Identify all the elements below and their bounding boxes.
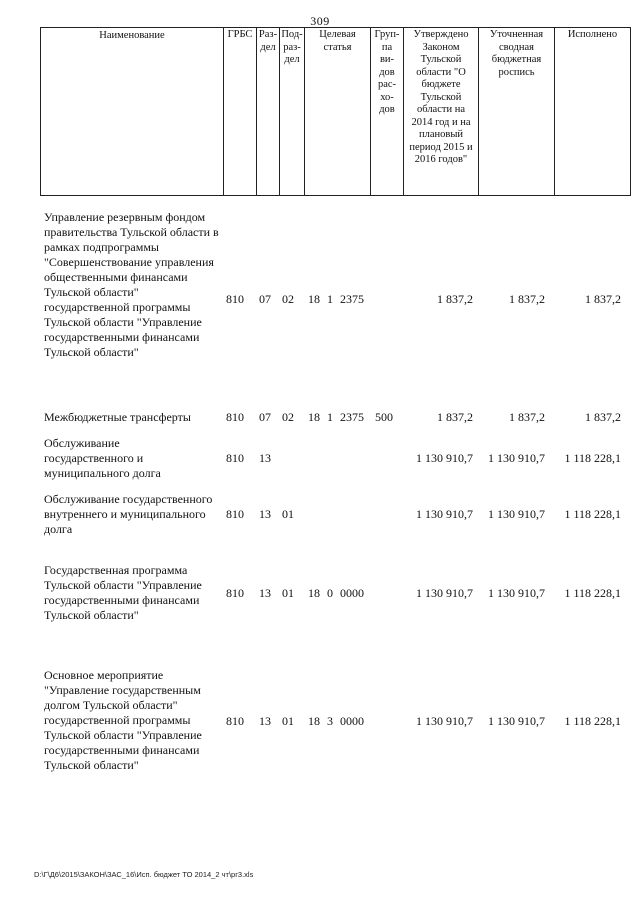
row-executed: 1 837,2	[585, 292, 621, 306]
row-razdel: 13	[259, 507, 271, 521]
row-name: Основное мероприятие "Управление государственным долгом Тульской области" государственной программы Тульской области "Управление государственными финансами Тульской области"	[44, 668, 202, 772]
row-name: Обслуживание государственного и муниципального долга	[44, 436, 161, 480]
row-grbs: 810	[226, 451, 244, 465]
row-code: 2375	[340, 410, 364, 424]
header-celevaya-statya: Целевая статья	[305, 28, 371, 196]
row-grbs: 810	[226, 714, 244, 728]
row-razdel: 07	[259, 410, 271, 424]
row-subprogram: 3	[327, 714, 333, 728]
row-code: 0000	[340, 714, 364, 728]
row-grbs: 810	[226, 410, 244, 424]
row-executed: 1 118 228,1	[564, 507, 621, 521]
row-program: 18	[308, 586, 320, 600]
row-updated: 1 837,2	[509, 292, 545, 306]
row-program: 18	[308, 410, 320, 424]
file-path-footer: D:\Г\Д6\2015\ЗАКОН\ЗАС_16\Исп. бюджет ТО 2014_2 чт\рг3.xls	[34, 870, 254, 879]
row-executed: 1 118 228,1	[564, 586, 621, 600]
row-updated: 1 837,2	[509, 410, 545, 424]
row-grbs: 810	[226, 292, 244, 306]
row-approved: 1 837,2	[437, 410, 473, 424]
header-name: Наименование	[41, 28, 224, 196]
row-podrazdel: 01	[282, 586, 294, 600]
row-grbs: 810	[226, 586, 244, 600]
row-program: 18	[308, 714, 320, 728]
row-executed: 1 118 228,1	[564, 714, 621, 728]
row-approved: 1 130 910,7	[416, 586, 473, 600]
row-approved: 1 837,2	[437, 292, 473, 306]
row-podrazdel: 01	[282, 507, 294, 521]
row-razdel: 07	[259, 292, 271, 306]
row-program: 18	[308, 292, 320, 306]
row-updated: 1 130 910,7	[488, 507, 545, 521]
row-updated: 1 130 910,7	[488, 451, 545, 465]
row-podrazdel: 01	[282, 714, 294, 728]
row-code: 0000	[340, 586, 364, 600]
row-name: Обслуживание государственного внутреннего и муниципального долга	[44, 492, 213, 536]
header-podrazdel: Под- раз- дел	[280, 28, 305, 196]
header-razdel: Раз- дел	[257, 28, 280, 196]
header-grbs: ГРБС	[224, 28, 257, 196]
header-ispolneno: Исполнено	[555, 28, 631, 196]
row-subprogram: 1	[327, 410, 333, 424]
column-header-table	[40, 27, 631, 196]
row-name: Межбюджетные трансферты	[44, 410, 191, 424]
row-razdel: 13	[259, 586, 271, 600]
row-podrazdel: 02	[282, 292, 294, 306]
row-razdel: 13	[259, 451, 271, 465]
row-approved: 1 130 910,7	[416, 507, 473, 521]
header-gruppa-vidov-rashodov: Груп- па ви- дов рас- хо- дов	[371, 28, 404, 196]
row-name: Управление резервным фондом правительства Тульской области в рамках подпрограммы "Совершенствование управления общественными финансами Тульской области" государственной программы Тульской области "Управление государственными финансами Тульской области"	[44, 210, 219, 359]
row-updated: 1 130 910,7	[488, 586, 545, 600]
row-approved: 1 130 910,7	[416, 714, 473, 728]
row-grbs: 810	[226, 507, 244, 521]
row-vid: 500	[375, 410, 393, 424]
row-executed: 1 118 228,1	[564, 451, 621, 465]
row-subprogram: 1	[327, 292, 333, 306]
row-code: 2375	[340, 292, 364, 306]
row-razdel: 13	[259, 714, 271, 728]
header-utverzhdeno: Утверждено Законом Тульской области "О бюджете Тульской области на 2014 год и на плановый период 2015 и 2016 годов"	[404, 28, 479, 196]
page-number: 309	[310, 14, 330, 28]
row-name: Государственная программа Тульской области "Управление государственными финансами Тульской области"	[44, 563, 202, 622]
row-updated: 1 130 910,7	[488, 714, 545, 728]
row-podrazdel: 02	[282, 410, 294, 424]
row-executed: 1 837,2	[585, 410, 621, 424]
header-utochnennaya: Уточненная сводная бюджетная роспись	[479, 28, 555, 196]
row-approved: 1 130 910,7	[416, 451, 473, 465]
row-subprogram: 0	[327, 586, 333, 600]
